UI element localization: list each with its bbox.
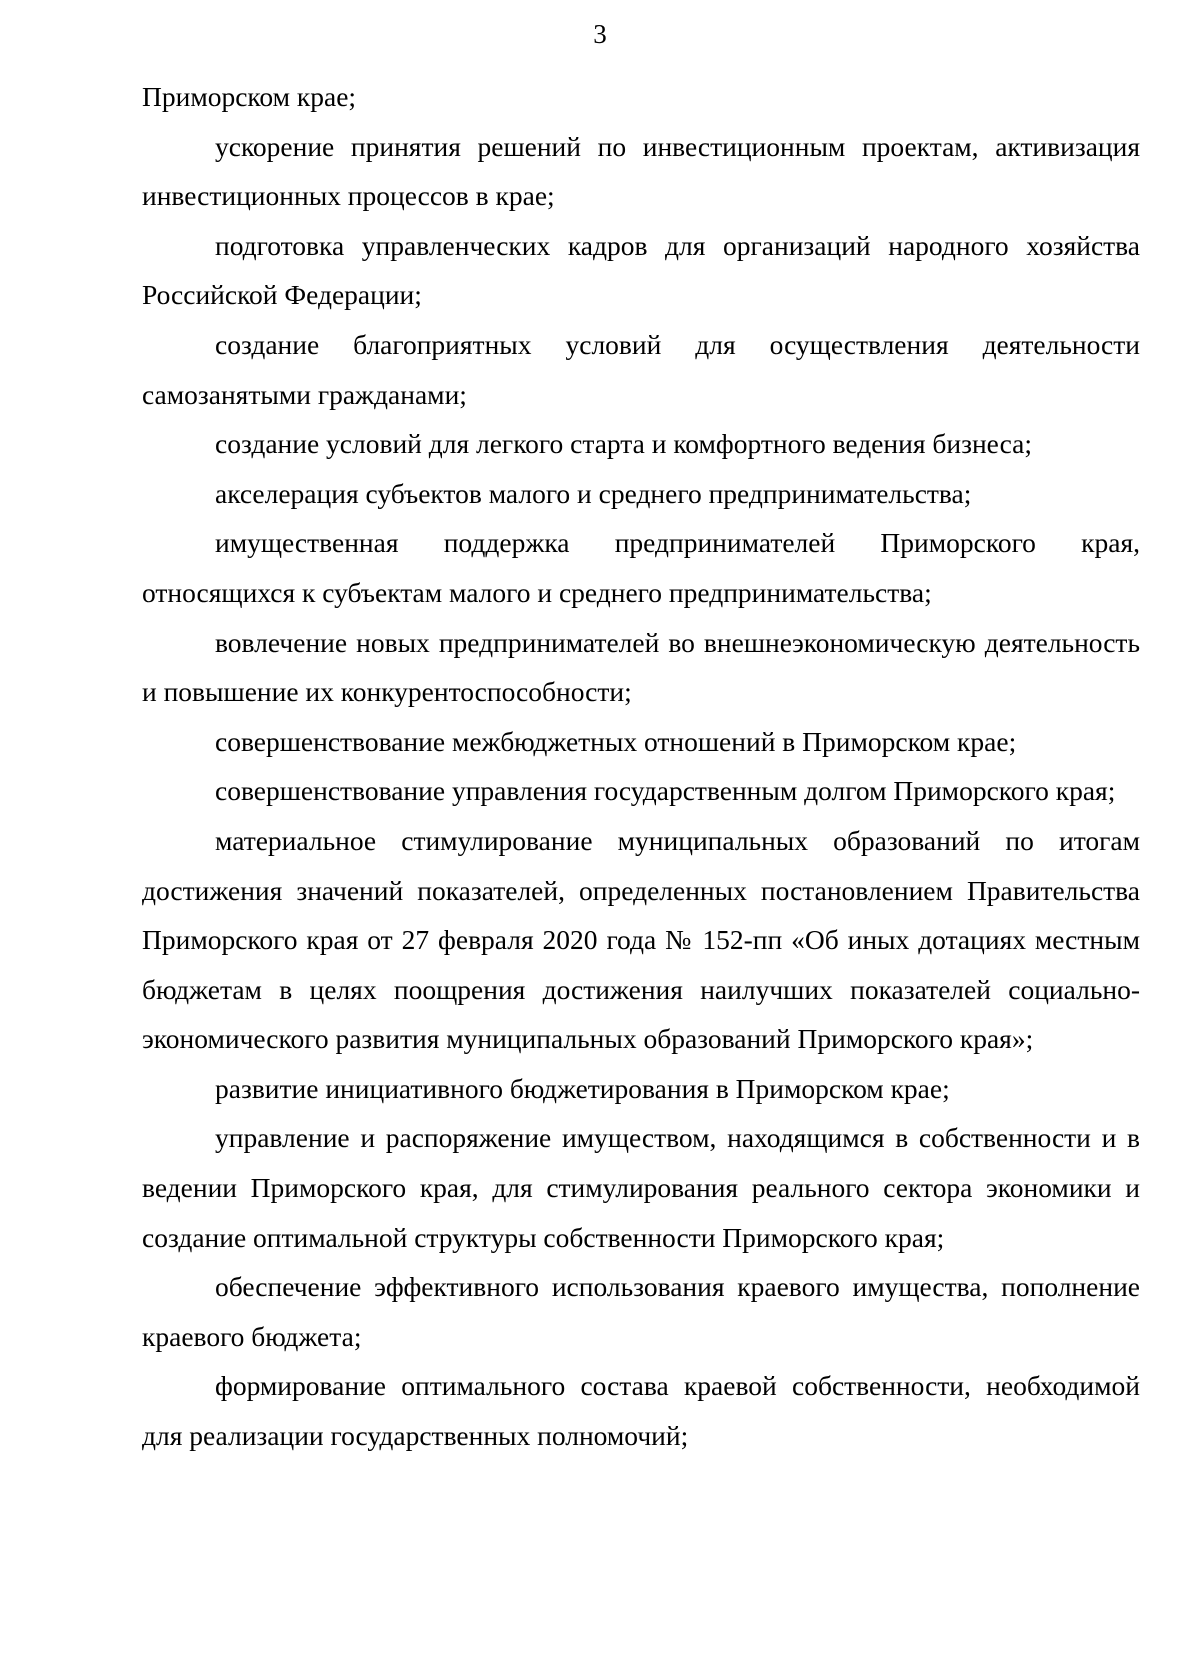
page-number: 3 [593, 19, 607, 49]
paragraph-property-support: имущественная поддержка предпринимателей Приморского края, относящихся к субъектам малого и среднего предпринимательства; [142, 527, 1140, 608]
paragraph-property-management: управление и распоряжение имуществом, находящимся в собственности и в ведении Приморского края, для стимулирования реального сектора экономики и создание оптимальной структуры собственности Приморского края; [142, 1122, 1140, 1253]
paragraph-continuation: Приморском крае; [142, 81, 357, 112]
paragraph-municipal-incentives: материальное стимулирование муниципальных образований по итогам достижения значений показателей, определенных постановлением Правительства Приморского края от 27 февраля 2020 года № 152-пп «Об иных дотациях местным бюджетам в целях поощрения достижения наилучших показателей социально-экономического развития муниципальных образований Приморского края»; [142, 824, 1140, 1055]
document-body [142, 72, 1140, 1461]
paragraph-foreign-trade: вовлечение новых предпринимателей во внешнеэкономическую деятельность и повышение их конкурентоспособности; [142, 626, 1140, 708]
paragraph-property-efficiency: обеспечение эффективного использования краевого имущества, пополнение краевого бюджета; [142, 1271, 1140, 1352]
paragraph-interbudget-relations: совершенствование межбюджетных отношений в Приморском крае; [215, 725, 1017, 757]
paragraph-public-debt: совершенствование управления государственным долгом Приморского края; [215, 775, 1116, 807]
paragraph-investment-decisions: ускорение принятия решений по инвестиционным проектам, активизация инвестиционных процессов в крае; [142, 130, 1140, 212]
paragraph-business-start: создание условий для легкого старта и комфортного ведения бизнеса; [215, 428, 1032, 460]
paragraph-property-composition: формирование оптимального состава краевой собственности, необходимой для реализации государственных полномочий; [142, 1370, 1140, 1452]
paragraph-initiative-budgeting: развитие инициативного бюджетирования в Приморском крае; [215, 1072, 950, 1104]
paragraph-acceleration: акселерация субъектов малого и среднего предпринимательства; [215, 477, 972, 509]
paragraph-self-employed: создание благоприятных условий для осуществления деятельности самозанятыми гражданами; [142, 328, 1140, 410]
paragraph-management-training: подготовка управленческих кадров для организаций народного хозяйства Российской Федерации; [142, 229, 1140, 311]
